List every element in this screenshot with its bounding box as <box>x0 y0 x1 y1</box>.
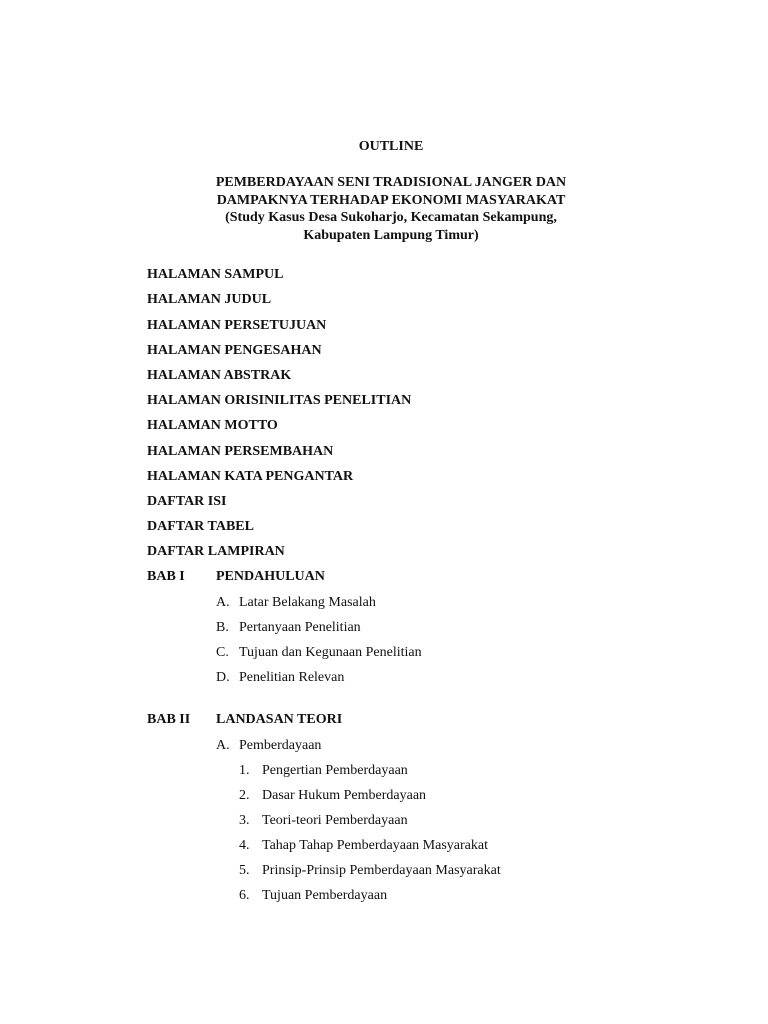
item-marker: C. <box>216 645 229 660</box>
item-text: Penelitian Relevan <box>239 670 345 685</box>
item-text: Tahap Tahap Pemberdayaan Masyarakat <box>262 838 488 853</box>
front-matter-item: HALAMAN ORISINILITAS PENELITIAN <box>147 393 412 408</box>
bab2-subitem <box>239 762 408 779</box>
bab2-subitem <box>239 862 501 879</box>
title-line-3: (Study Kasus Desa Sukoharjo, Kecamatan Sekampung, <box>225 210 557 225</box>
front-matter-item: HALAMAN ABSTRAK <box>147 368 292 383</box>
bab2-label: BAB II <box>147 712 191 727</box>
item-marker: 3. <box>239 813 250 828</box>
item-marker: 5. <box>239 863 250 878</box>
title-line-4: Kabupaten Lampung Timur) <box>303 228 479 243</box>
front-matter-item: HALAMAN SAMPUL <box>147 267 284 282</box>
item-marker: 4. <box>239 838 250 853</box>
front-matter-item: HALAMAN JUDUL <box>147 292 272 307</box>
item-text: Pemberdayaan <box>239 738 322 753</box>
item-text: Teori-teori Pemberdayaan <box>262 813 408 828</box>
front-matter-item: HALAMAN KATA PENGANTAR <box>147 469 354 484</box>
front-matter-item: DAFTAR LAMPIRAN <box>147 544 285 559</box>
bab1-item <box>216 594 376 611</box>
bab1-title: PENDAHULUAN <box>216 569 325 584</box>
item-marker: D. <box>216 670 230 685</box>
bab2-subitem <box>239 887 387 904</box>
item-marker: B. <box>216 620 229 635</box>
front-matter-item: DAFTAR TABEL <box>147 519 254 534</box>
bab2-subitem <box>239 837 488 854</box>
front-matter-item: HALAMAN PERSETUJUAN <box>147 318 327 333</box>
item-text: Pengertian Pemberdayaan <box>262 763 408 778</box>
bab2-subitem <box>239 787 426 804</box>
front-matter-item: HALAMAN MOTTO <box>147 418 278 433</box>
item-text: Dasar Hukum Pemberdayaan <box>262 788 427 803</box>
item-marker: 1. <box>239 763 250 778</box>
item-text: Pertanyaan Penelitian <box>239 620 361 635</box>
outline-heading: OUTLINE <box>358 139 424 154</box>
front-matter-item: HALAMAN PERSEMBAHAN <box>147 444 334 459</box>
item-marker: 6. <box>239 888 250 903</box>
item-text: Tujuan dan Kegunaan Penelitian <box>239 645 422 660</box>
bab2-title: LANDASAN TEORI <box>216 712 343 727</box>
bab1-item <box>216 669 344 686</box>
front-matter-item: DAFTAR ISI <box>147 494 227 509</box>
bab1-label: BAB I <box>147 569 185 584</box>
title-line-2: DAMPAKNYA TERHADAP EKONOMI MASYARAKAT <box>216 193 566 208</box>
bab1-item <box>216 619 361 636</box>
bab2-subitem <box>239 812 408 829</box>
item-marker: A. <box>216 595 230 610</box>
title-line-1: PEMBERDAYAAN SENI TRADISIONAL JANGER DAN <box>215 175 567 190</box>
item-text: Latar Belakang Masalah <box>239 595 376 610</box>
front-matter-item: HALAMAN PENGESAHAN <box>147 343 322 358</box>
bab2-section-a <box>216 737 321 754</box>
item-text: Prinsip-Prinsip Pemberdayaan Masyarakat <box>262 863 501 878</box>
item-marker: 2. <box>239 788 250 803</box>
item-marker: A. <box>216 738 230 753</box>
item-text: Tujuan Pemberdayaan <box>262 888 388 903</box>
bab1-item <box>216 644 422 661</box>
